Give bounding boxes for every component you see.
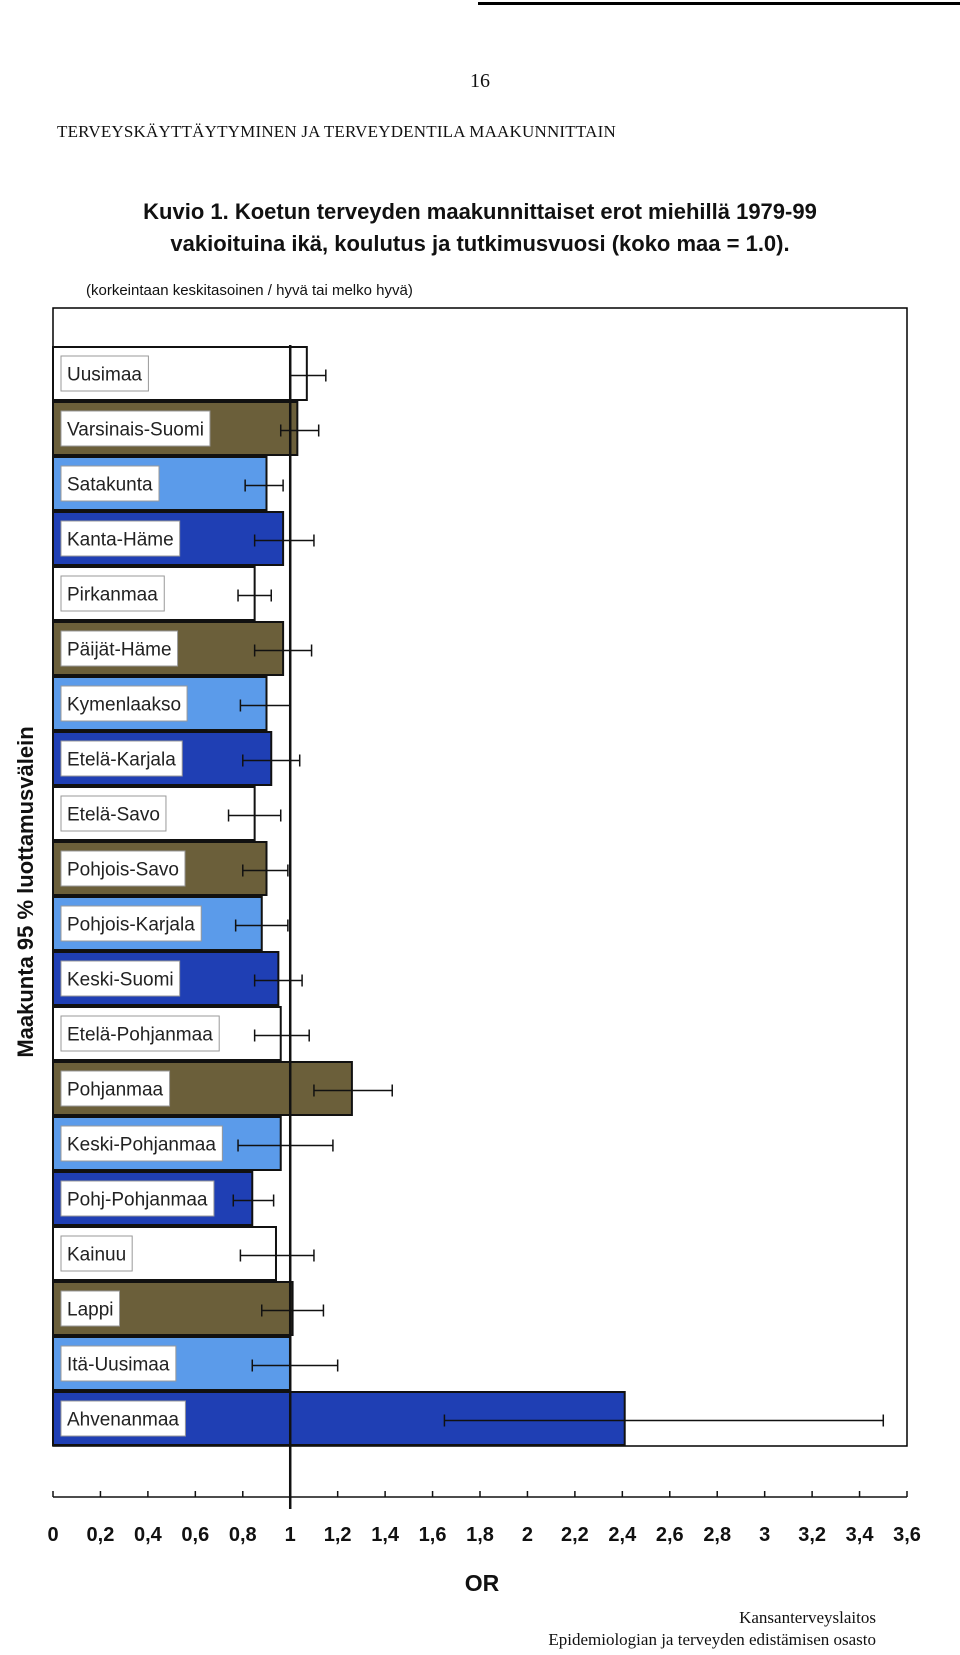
bar-group-kainuu (53, 1227, 314, 1280)
x-tick-label: 3 (759, 1524, 771, 1546)
bar-group-keski-suomi (53, 952, 302, 1005)
figure-title-line1: Kuvio 1. Koetun terveyden maakunnittaiset erot miehillä 1979-99 (143, 199, 817, 224)
x-tick-label: 1,6 (418, 1524, 447, 1546)
x-tick-label: 0,4 (133, 1524, 162, 1546)
bar-label-ahvenanmaa: Ahvenanmaa (67, 1409, 179, 1431)
bar-label-kanta-hame: Kanta-Häme (67, 529, 174, 551)
x-tick-label: 1,2 (323, 1524, 352, 1546)
bar-label-keski-pohjanmaa: Keski-Pohjanmaa (67, 1134, 216, 1156)
x-tick-label: 2,2 (560, 1524, 589, 1546)
bars-layer (53, 345, 883, 1509)
bar-label-keski-suomi: Keski-Suomi (67, 969, 174, 991)
bar-label-lappi: Lappi (67, 1299, 114, 1321)
footer-institution: Kansanterveyslaitos (739, 1608, 876, 1627)
footer-department: Epidemiologian ja terveyden edistämisen osasto (548, 1630, 876, 1649)
bar-group-lappi (53, 1282, 323, 1335)
x-tick-label: 0,6 (181, 1524, 210, 1546)
bar-label-uusimaa: Uusimaa (67, 364, 142, 386)
bar-group-etela-karjala (53, 732, 300, 785)
bar-label-satakunta: Satakunta (67, 474, 153, 496)
bar-group-etela-savo (53, 787, 281, 840)
bar-label-pohj-pohjanmaa: Pohj-Pohjanmaa (67, 1189, 208, 1211)
y-axis-label: Maakunta 95 % luottamusvälein (13, 726, 38, 1058)
bar-group-ita-uusimaa (53, 1337, 338, 1390)
x-tick-label: 0 (47, 1524, 59, 1546)
bar-group-kymenlaakso (53, 677, 290, 730)
bar-label-paijat-hame: Päijät-Häme (67, 639, 172, 661)
bar-group-uusimaa (53, 347, 326, 400)
bar-label-pohjanmaa: Pohjanmaa (67, 1079, 164, 1101)
bar-label-etela-karjala: Etelä-Karjala (67, 749, 176, 771)
x-tick-label: 1 (284, 1524, 296, 1546)
bar-group-pirkanmaa (53, 567, 271, 620)
page-number: 16 (470, 70, 490, 92)
bar-group-etela-pohjanmaa (53, 1007, 309, 1060)
x-tick-label: 3,4 (845, 1524, 874, 1546)
bar-group-pohjois-savo (53, 842, 288, 895)
bar-group-pohjanmaa (53, 1062, 392, 1115)
bar-group-ahvenanmaa (53, 1392, 883, 1445)
x-tick-label: 2,4 (608, 1524, 637, 1546)
bar-label-etela-savo: Etelä-Savo (67, 804, 160, 826)
bar-group-satakunta (53, 457, 283, 510)
x-tick-label: 2,6 (655, 1524, 684, 1546)
x-tick-label: 0,2 (86, 1524, 115, 1546)
bar-label-kymenlaakso: Kymenlaakso (67, 694, 182, 716)
x-tick-label: 1,8 (466, 1524, 494, 1546)
x-tick-label: 3,2 (798, 1524, 827, 1546)
x-tick-label: 0,8 (228, 1524, 257, 1546)
bar-label-kainuu: Kainuu (67, 1244, 127, 1266)
bar-group-varsinais-suomi (53, 402, 319, 455)
running-header: TERVEYSKÄYTTÄYTYMINEN JA TERVEYDENTILA MAAKUNNITTAIN (57, 122, 616, 141)
x-axis-label: OR (464, 1570, 500, 1596)
bar-group-kanta-hame (53, 512, 314, 565)
x-tick-label: 1,4 (371, 1524, 400, 1546)
x-tick-label: 3,6 (893, 1524, 921, 1546)
x-axis (47, 1491, 920, 1546)
x-tick-label: 2,8 (703, 1524, 732, 1546)
bar-label-varsinais-suomi: Varsinais-Suomi (67, 419, 204, 441)
bar-label-etela-pohjanmaa: Etelä-Pohjanmaa (67, 1024, 213, 1046)
bar-group-pohjois-karjala (53, 897, 288, 950)
figure-subtitle: (korkeintaan keskitasoinen / hyvä tai melko hyvä) (86, 282, 413, 299)
bar-group-pohj-pohjanmaa (53, 1172, 274, 1225)
x-tick-label: 2 (521, 1524, 534, 1546)
bar-label-pohjois-karjala: Pohjois-Karjala (67, 914, 195, 936)
bar-label-ita-uusimaa: Itä-Uusimaa (67, 1354, 170, 1376)
bar-group-paijat-hame (53, 622, 312, 675)
bar-label-pohjois-savo: Pohjois-Savo (67, 859, 179, 881)
bar-label-pirkanmaa: Pirkanmaa (67, 584, 158, 606)
figure-title-line2: vakioituina ikä, koulutus ja tutkimusvuosi (koko maa = 1.0). (170, 231, 790, 256)
